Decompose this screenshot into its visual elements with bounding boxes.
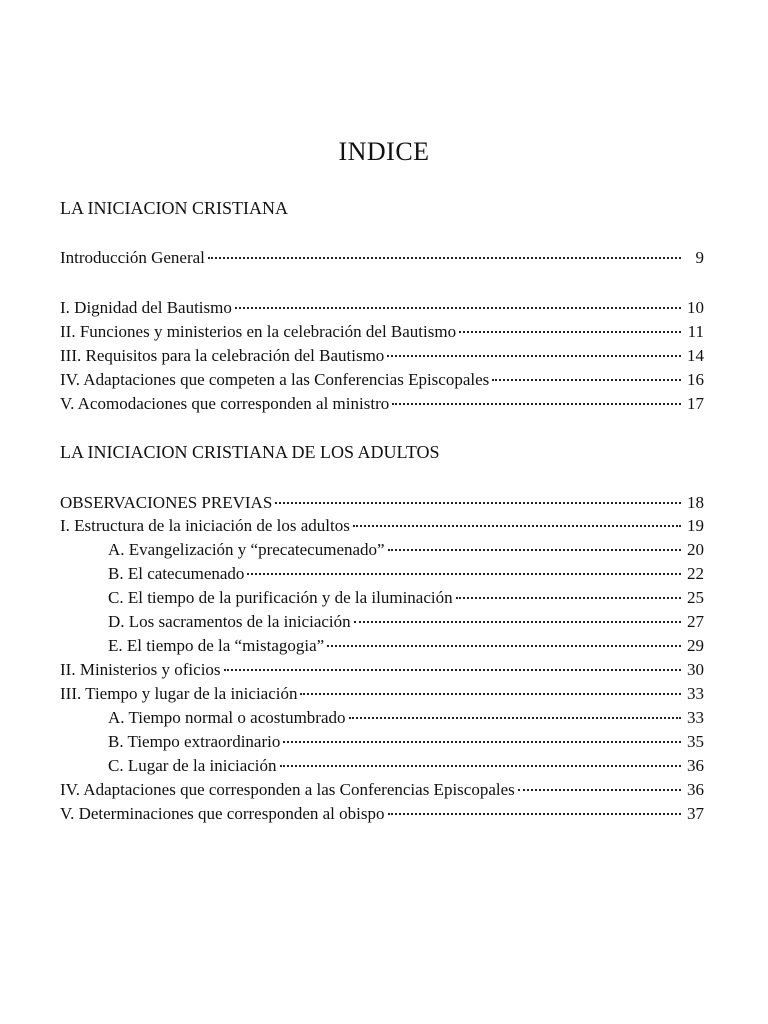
toc-entry (60, 394, 704, 416)
toc-entry-page: 35 (687, 732, 704, 751)
toc-entry-page: 19 (687, 516, 704, 535)
dot-leader (300, 693, 681, 695)
dot-leader (349, 717, 681, 719)
toc-entry-label: E. El tiempo de la “mistagogia” (108, 636, 325, 655)
toc-entry-page: 33 (687, 684, 704, 703)
toc-entry-page: 33 (687, 708, 704, 727)
toc-entry-page: 18 (687, 493, 704, 512)
dot-leader (283, 741, 681, 743)
toc-entry-label: V. Acomodaciones que corresponden al ministro (60, 394, 390, 413)
dot-leader (492, 379, 681, 381)
toc-entry-page: 17 (687, 394, 704, 413)
toc-entry (60, 346, 704, 368)
dot-leader (518, 789, 681, 791)
dot-leader (456, 597, 681, 599)
toc-entry-page: 25 (687, 588, 704, 607)
toc-entry-label: C. El tiempo de la purificación y de la iluminación (108, 588, 453, 607)
toc-entry-page: 9 (695, 248, 704, 267)
toc-entry-label: B. El catecumenado (108, 564, 245, 583)
toc-entry-label: I. Estructura de la iniciación de los adultos (60, 516, 350, 535)
toc-entry-page: 29 (687, 636, 704, 655)
dot-leader (247, 573, 681, 575)
toc-entry-page: 11 (687, 322, 704, 341)
toc-entry-label: IV. Adaptaciones que corresponden a las Conferencias Episcopales (60, 780, 515, 799)
toc-entry-label: II. Funciones y ministerios en la celebración del Bautismo (60, 322, 457, 341)
toc-entry-label: I. Dignidad del Bautismo (60, 298, 232, 317)
toc-entry-page: 36 (687, 756, 704, 775)
toc-entry-page: 16 (687, 370, 704, 389)
toc-entry-label: C. Lugar de la iniciación (108, 756, 277, 775)
toc-entry-label: IV. Adaptaciones que competen a las Conferencias Episcopales (60, 370, 490, 389)
dot-leader (327, 645, 681, 647)
toc-entry-page: 20 (687, 540, 704, 559)
toc-entry-page: 37 (687, 804, 704, 823)
toc-entry-label: V. Determinaciones que corresponden al obispo (60, 804, 385, 823)
toc-entry (60, 370, 704, 392)
dot-leader (353, 525, 681, 527)
toc-subentry (108, 564, 704, 586)
toc-entry (60, 660, 704, 682)
section-heading-iniciacion-adultos: LA INICIACION CRISTIANA DE LOS ADULTOS (60, 442, 440, 462)
toc-entry (60, 516, 704, 538)
toc-entry-label: A. Tiempo normal o acostumbrado (108, 708, 346, 727)
toc-entry (60, 322, 704, 344)
toc-entry (60, 780, 704, 802)
toc-entry (60, 804, 704, 826)
toc-subentry (108, 588, 704, 610)
dot-leader (388, 549, 681, 551)
toc-entry-introduccion-general (60, 248, 704, 270)
toc-entry-label: B. Tiempo extraordinario (108, 732, 281, 751)
dot-leader (280, 765, 681, 767)
dot-leader (208, 257, 681, 259)
dot-leader (235, 307, 681, 309)
toc-entry-label: D. Los sacramentos de la iniciación (108, 612, 351, 631)
dot-leader (392, 403, 681, 405)
toc-entry-label: III. Tiempo y lugar de la iniciación (60, 684, 298, 703)
toc-entry-page: 10 (687, 298, 704, 317)
toc-entry-label: II. Ministerios y oficios (60, 660, 221, 679)
toc-entry (60, 684, 704, 706)
dot-leader (275, 502, 681, 504)
page-title: INDICE (338, 137, 430, 166)
toc-entry-observaciones-previas (60, 493, 704, 515)
toc-subentry (108, 612, 704, 634)
dot-leader (224, 669, 681, 671)
dot-leader (387, 355, 681, 357)
toc-entry-label: A. Evangelización y “precatecumenado” (108, 540, 385, 559)
toc-entry-page: 27 (687, 612, 704, 631)
toc-entry-label: Introducción General (60, 248, 205, 267)
toc-entry-page: 30 (687, 660, 704, 679)
toc-subentry (108, 708, 704, 730)
dot-leader (388, 813, 682, 815)
toc-subentry (108, 540, 704, 562)
toc-subentry (108, 636, 704, 658)
dot-leader (459, 331, 681, 333)
toc-entry-page: 14 (687, 346, 704, 365)
section-heading-iniciacion-cristiana: LA INICIACION CRISTIANA (60, 198, 288, 218)
toc-subentry (108, 756, 704, 778)
toc-entry-page: 36 (687, 780, 704, 799)
toc-entry (60, 298, 704, 320)
toc-entry-label: III. Requisitos para la celebración del Bautismo (60, 346, 385, 365)
dot-leader (354, 621, 681, 623)
toc-entry-label: OBSERVACIONES PREVIAS (60, 493, 273, 512)
toc-subentry (108, 732, 704, 754)
toc-entry-page: 22 (687, 564, 704, 583)
